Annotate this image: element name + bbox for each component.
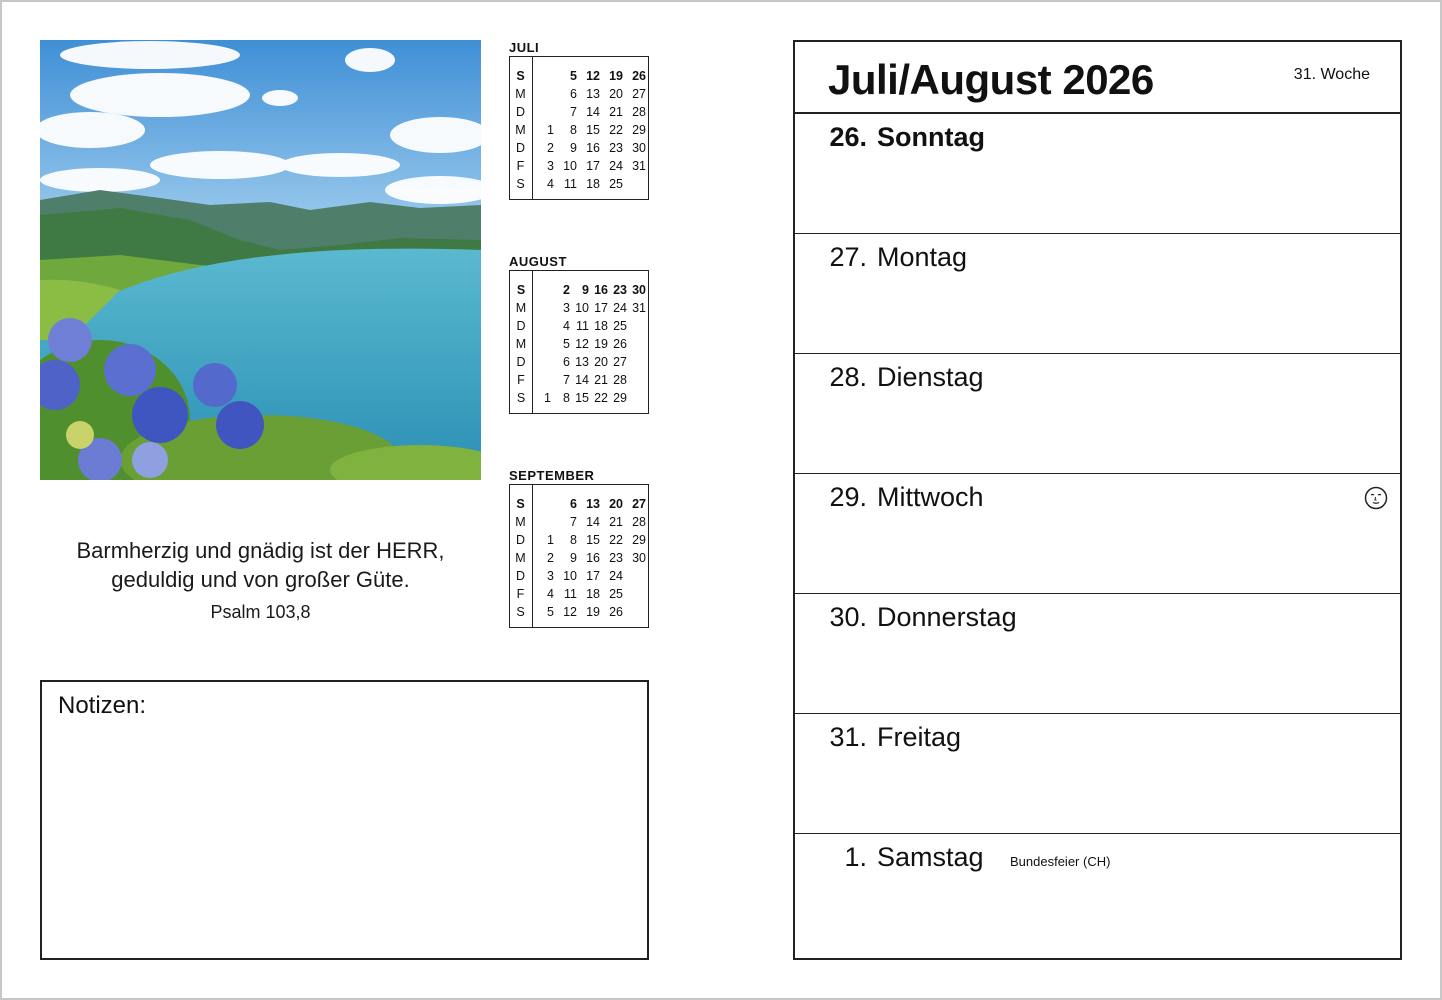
- day-number: 24: [613, 301, 627, 315]
- mini-calendar-row: [510, 549, 648, 567]
- day-number: 15: [586, 533, 600, 547]
- day-number: [534, 335, 553, 353]
- day-number: 21: [609, 515, 623, 529]
- day-name: Donnerstag: [877, 602, 1017, 632]
- quote-line-2: geduldig und von großer Güte.: [111, 567, 410, 592]
- week-planner: [793, 40, 1402, 960]
- weekday-letter: S: [516, 605, 525, 619]
- day-number: 8: [570, 123, 577, 137]
- bible-quote: [40, 536, 481, 594]
- day-number: 4: [547, 587, 554, 601]
- day-number: 17: [586, 569, 600, 583]
- weekday-letter: D: [516, 355, 526, 369]
- day-number: 23: [613, 283, 627, 297]
- week-title: Juli/August 2026: [828, 56, 1154, 103]
- weekday-letter: D: [515, 105, 526, 119]
- day-number: 16: [586, 141, 600, 155]
- day-number: 26: [613, 337, 627, 351]
- weekday-letter: D: [515, 533, 526, 547]
- day-number: 2: [547, 141, 554, 155]
- day-number: 24: [609, 159, 623, 173]
- day-number: 22: [609, 533, 623, 547]
- day-number: 29: [632, 123, 646, 137]
- mini-calendar-row: [510, 317, 648, 335]
- day-number: 11: [576, 319, 589, 333]
- mini-calendar-row: [510, 175, 648, 193]
- weekday-letter: S: [516, 497, 525, 511]
- day-number: 31: [632, 301, 646, 315]
- day-number: 2: [563, 283, 570, 297]
- weekday-letter: F: [516, 587, 525, 601]
- day-number: [625, 567, 648, 585]
- day-number: 22: [594, 391, 608, 405]
- day-number: 29.: [829, 482, 867, 512]
- notes-label: Notizen:: [58, 692, 147, 719]
- day-number: 21: [594, 373, 608, 387]
- day-number: 22: [609, 123, 623, 137]
- weekday-letter: D: [516, 319, 526, 333]
- weekday-letter: S: [516, 391, 526, 405]
- day-number: 4: [563, 319, 570, 333]
- day-number: 14: [586, 105, 600, 119]
- day-number: 3: [547, 159, 554, 173]
- mini-calendar-row: [510, 371, 648, 389]
- day-number: 6: [570, 497, 577, 511]
- day-number: 1: [544, 391, 551, 405]
- mini-calendar-row: [510, 85, 648, 103]
- day-number: 9: [570, 551, 577, 565]
- day-number: 3: [547, 569, 554, 583]
- day-number: 23: [609, 141, 623, 155]
- mini-calendar-row: [510, 353, 648, 371]
- day-number: 12: [575, 337, 589, 351]
- day-number: 13: [586, 87, 600, 101]
- day-number: [533, 103, 556, 121]
- day-row[interactable]: [795, 234, 1400, 354]
- day-number: 30: [632, 141, 646, 155]
- mini-calendar-row: [510, 585, 648, 603]
- weekday-letter: S: [516, 177, 525, 191]
- day-number: [533, 67, 556, 85]
- day-row[interactable]: [795, 114, 1400, 234]
- day-number: 2: [547, 551, 554, 565]
- day-number: 28: [632, 515, 646, 529]
- day-row[interactable]: [795, 474, 1400, 594]
- day-number: 21: [609, 105, 623, 119]
- weekday-letter: F: [517, 373, 525, 387]
- day-name: Sonntag: [877, 122, 985, 152]
- day-row[interactable]: [795, 834, 1400, 954]
- day-number: [629, 371, 648, 389]
- day-number: 27.: [829, 242, 867, 272]
- holiday-note: Bundesfeier (CH): [1010, 854, 1111, 869]
- day-number: 9: [570, 141, 577, 155]
- day-number: 27: [632, 497, 646, 511]
- mini-calendar-title: AUGUST: [509, 254, 567, 269]
- day-number: 7: [563, 373, 570, 387]
- day-number: [534, 281, 553, 299]
- mini-calendar-title: JULI: [509, 40, 540, 55]
- mini-calendar-row: [510, 121, 648, 139]
- day-number: 30.: [829, 602, 867, 632]
- day-number: [534, 353, 553, 371]
- day-number: 12: [586, 69, 600, 83]
- weekday-letter: S: [516, 283, 526, 297]
- day-name: Dienstag: [877, 362, 984, 392]
- weekday-letter: F: [516, 159, 525, 173]
- day-number: [629, 335, 648, 353]
- mini-calendar-title: SEPTEMBER: [509, 468, 595, 483]
- day-name: Mittwoch: [877, 482, 984, 512]
- day-number: 20: [594, 355, 608, 369]
- day-number: 10: [563, 569, 577, 583]
- day-number: 27: [613, 355, 627, 369]
- day-number: 30: [632, 283, 646, 297]
- mini-calendar-grid: [509, 270, 649, 414]
- weekday-letter: D: [515, 141, 526, 155]
- day-row[interactable]: [795, 594, 1400, 714]
- weekday-letter: D: [515, 569, 526, 583]
- day-number: 18: [594, 319, 608, 333]
- week-header: [795, 42, 1400, 114]
- quote-line-1: Barmherzig und gnädig ist der HERR,: [76, 538, 445, 563]
- day-number: 25: [609, 587, 623, 601]
- quote-reference: Psalm 103,8: [210, 602, 311, 622]
- day-number: 19: [586, 605, 600, 619]
- day-number: 13: [575, 355, 589, 369]
- day-number: 31: [632, 159, 646, 173]
- day-number: 20: [609, 87, 623, 101]
- day-number: [625, 585, 648, 603]
- day-number: 28: [613, 373, 627, 387]
- day-number: 5: [570, 69, 577, 83]
- weekday-letter: M: [515, 87, 526, 101]
- weekday-letter: M: [515, 301, 527, 315]
- mini-calendar-september: [509, 468, 649, 628]
- mini-calendar-row: [510, 299, 648, 317]
- day-number: 25: [613, 319, 627, 333]
- day-number: 18: [586, 587, 600, 601]
- day-number: 13: [586, 497, 600, 511]
- day-number: 27: [632, 87, 646, 101]
- day-name: Samstag: [877, 842, 984, 872]
- day-number: 14: [586, 515, 600, 529]
- mini-calendar-row: [510, 335, 648, 353]
- day-number: [534, 317, 553, 335]
- mini-calendar-row: [510, 281, 648, 299]
- day-name: Freitag: [877, 722, 962, 752]
- day-number: [625, 175, 648, 193]
- day-number: 9: [582, 283, 589, 297]
- notes-box[interactable]: [40, 680, 649, 960]
- day-number: [625, 603, 648, 621]
- day-number: 29: [613, 391, 627, 405]
- mini-calendar-row: [510, 513, 648, 531]
- weekday-letter: S: [516, 69, 525, 83]
- day-number: 10: [563, 159, 577, 173]
- day-number: 26: [609, 605, 623, 619]
- day-number: 8: [563, 391, 570, 405]
- day-number: 17: [594, 301, 608, 315]
- day-number: 16: [586, 551, 600, 565]
- day-number: 26.: [829, 122, 867, 152]
- day-name: Montag: [877, 242, 968, 272]
- day-number: 4: [547, 177, 554, 191]
- mini-calendar-row: [510, 495, 648, 513]
- mini-calendar-august: [509, 254, 649, 414]
- day-number: 26: [632, 69, 646, 83]
- day-number: 28.: [829, 362, 867, 392]
- day-number: 6: [570, 87, 577, 101]
- mini-calendar-row: [510, 103, 648, 121]
- week-number: 31. Woche: [1293, 66, 1370, 83]
- day-number: [629, 317, 648, 335]
- mini-calendar-grid: [509, 484, 649, 628]
- full-moon-icon: [1364, 486, 1388, 510]
- day-number: 14: [575, 373, 589, 387]
- day-number: [533, 513, 556, 531]
- day-number: [534, 371, 553, 389]
- day-number: 18: [586, 177, 600, 191]
- day-number: [534, 299, 553, 317]
- weekday-letter: M: [515, 515, 526, 529]
- day-number: 17: [586, 159, 600, 173]
- day-number: 1: [547, 533, 554, 547]
- day-number: 11: [564, 177, 577, 191]
- day-number: 10: [575, 301, 589, 315]
- day-number: 31.: [829, 722, 867, 752]
- day-number: 12: [563, 605, 577, 619]
- day-number: 6: [563, 355, 570, 369]
- mini-calendar-grid: [509, 56, 649, 200]
- day-number: [533, 495, 556, 513]
- day-number: 19: [609, 69, 623, 83]
- weekday-letter: M: [515, 337, 527, 351]
- mini-calendar-juli: [509, 40, 649, 200]
- mini-calendar-row: [510, 157, 648, 175]
- day-number: 19: [594, 337, 608, 351]
- day-number: [533, 85, 556, 103]
- day-number: 24: [609, 569, 623, 583]
- day-number: 28: [632, 105, 646, 119]
- day-number: 15: [575, 391, 589, 405]
- mini-calendar-row: [510, 67, 648, 85]
- day-number: 5: [563, 337, 570, 351]
- day-number: 30: [632, 551, 646, 565]
- day-number: 1.: [844, 842, 867, 872]
- day-number: 20: [609, 497, 623, 511]
- weekday-letter: M: [515, 551, 526, 565]
- mini-calendar-row: [510, 139, 648, 157]
- mini-calendar-row: [510, 567, 648, 585]
- day-row[interactable]: [795, 714, 1400, 834]
- landscape-photo: [40, 40, 481, 480]
- mini-calendar-row: [510, 389, 648, 407]
- day-number: 23: [609, 551, 623, 565]
- day-number: 29: [632, 533, 646, 547]
- day-number: 8: [570, 533, 577, 547]
- day-number: 16: [594, 283, 608, 297]
- mini-calendar-row: [510, 531, 648, 549]
- day-number: 3: [563, 301, 570, 315]
- day-number: 5: [547, 605, 554, 619]
- day-number: 25: [609, 177, 623, 191]
- day-number: [629, 389, 648, 407]
- day-row[interactable]: [795, 354, 1400, 474]
- day-number: [629, 353, 648, 371]
- day-number: 7: [570, 105, 577, 119]
- day-number: 7: [570, 515, 577, 529]
- weekday-letter: M: [515, 123, 526, 137]
- day-number: 11: [564, 587, 577, 601]
- day-number: 1: [547, 123, 554, 137]
- mini-calendar-row: [510, 603, 648, 621]
- day-number: 15: [586, 123, 600, 137]
